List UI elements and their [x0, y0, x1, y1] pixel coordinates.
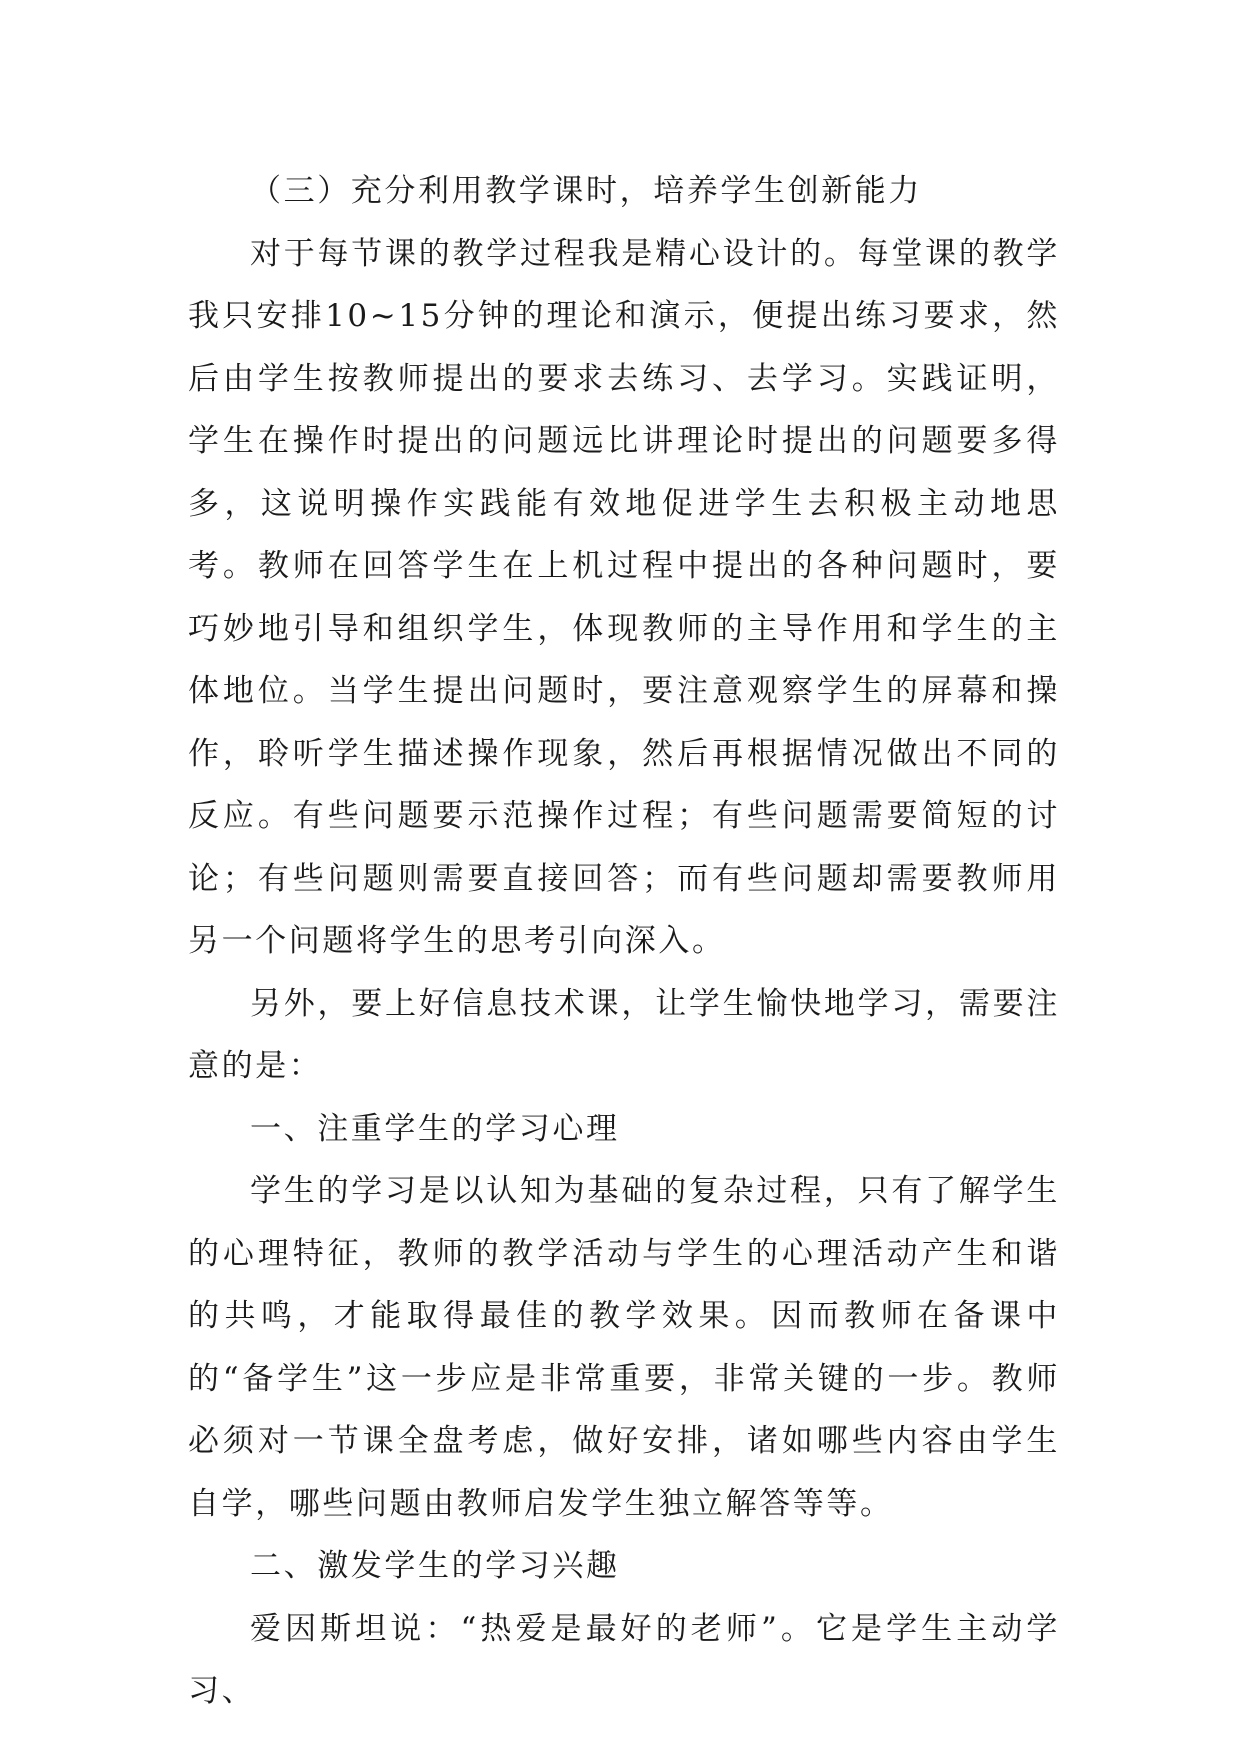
paragraph-learning-psychology: 学生的学习是以认知为基础的复杂过程，只有了解学生的心理特征，教师的教学活动与学生的心理活动产生和谐的共鸣，才能取得最佳的教学效果。因而教师在备课中的“备学生”这一步应是非常重要，非常关键的一步。教师必须对一节课全盘考虑，做好安排，诸如哪些内容由学生自学，哪些问题由教师启发学生独立解答等等。 [188, 1173, 1060, 1522]
document-page [188, 160, 1060, 1723]
heading-learning-interest: 二、激发学生的学习兴趣 [250, 1548, 620, 1584]
section-heading-3: （三）充分利用教学课时，培养学生创新能力 [250, 173, 922, 209]
paragraph-einstein-quote: 爱因斯坦说：“热爱是最好的老师”。它是学生主动学习、 [188, 1610, 1060, 1709]
paragraph-notes-intro: 另外，要上好信息技术课，让学生愉快地学习，需要注意的是： [188, 985, 1060, 1084]
paragraph-lesson-design: 对于每节课的教学过程我是精心设计的。每堂课的教学我只安排10~15分钟的理论和演示，便提出练习要求，然后由学生按教师提出的要求去练习、去学习。实践证明，学生在操作时提出的问题远比讲理论时提出的问题要多得多，这说明操作实践能有效地促进学生去积极主动地思考。教师在回答学生在上机过程中提出的各种问题时，要巧妙地引导和组织学生，体现教师的主导作用和学生的主体地位。当学生提出问题时，要注意观察学生的屏幕和操作，聆听学生描述操作现象，然后再根据情况做出不同的反应。有些问题要示范操作过程；有些问题需要简短的讨论；有些问题则需要直接回答；而有些问题却需要教师用另一个问题将学生的思考引向深入。 [188, 235, 1060, 959]
heading-learning-psychology: 一、注重学生的学习心理 [250, 1110, 620, 1147]
